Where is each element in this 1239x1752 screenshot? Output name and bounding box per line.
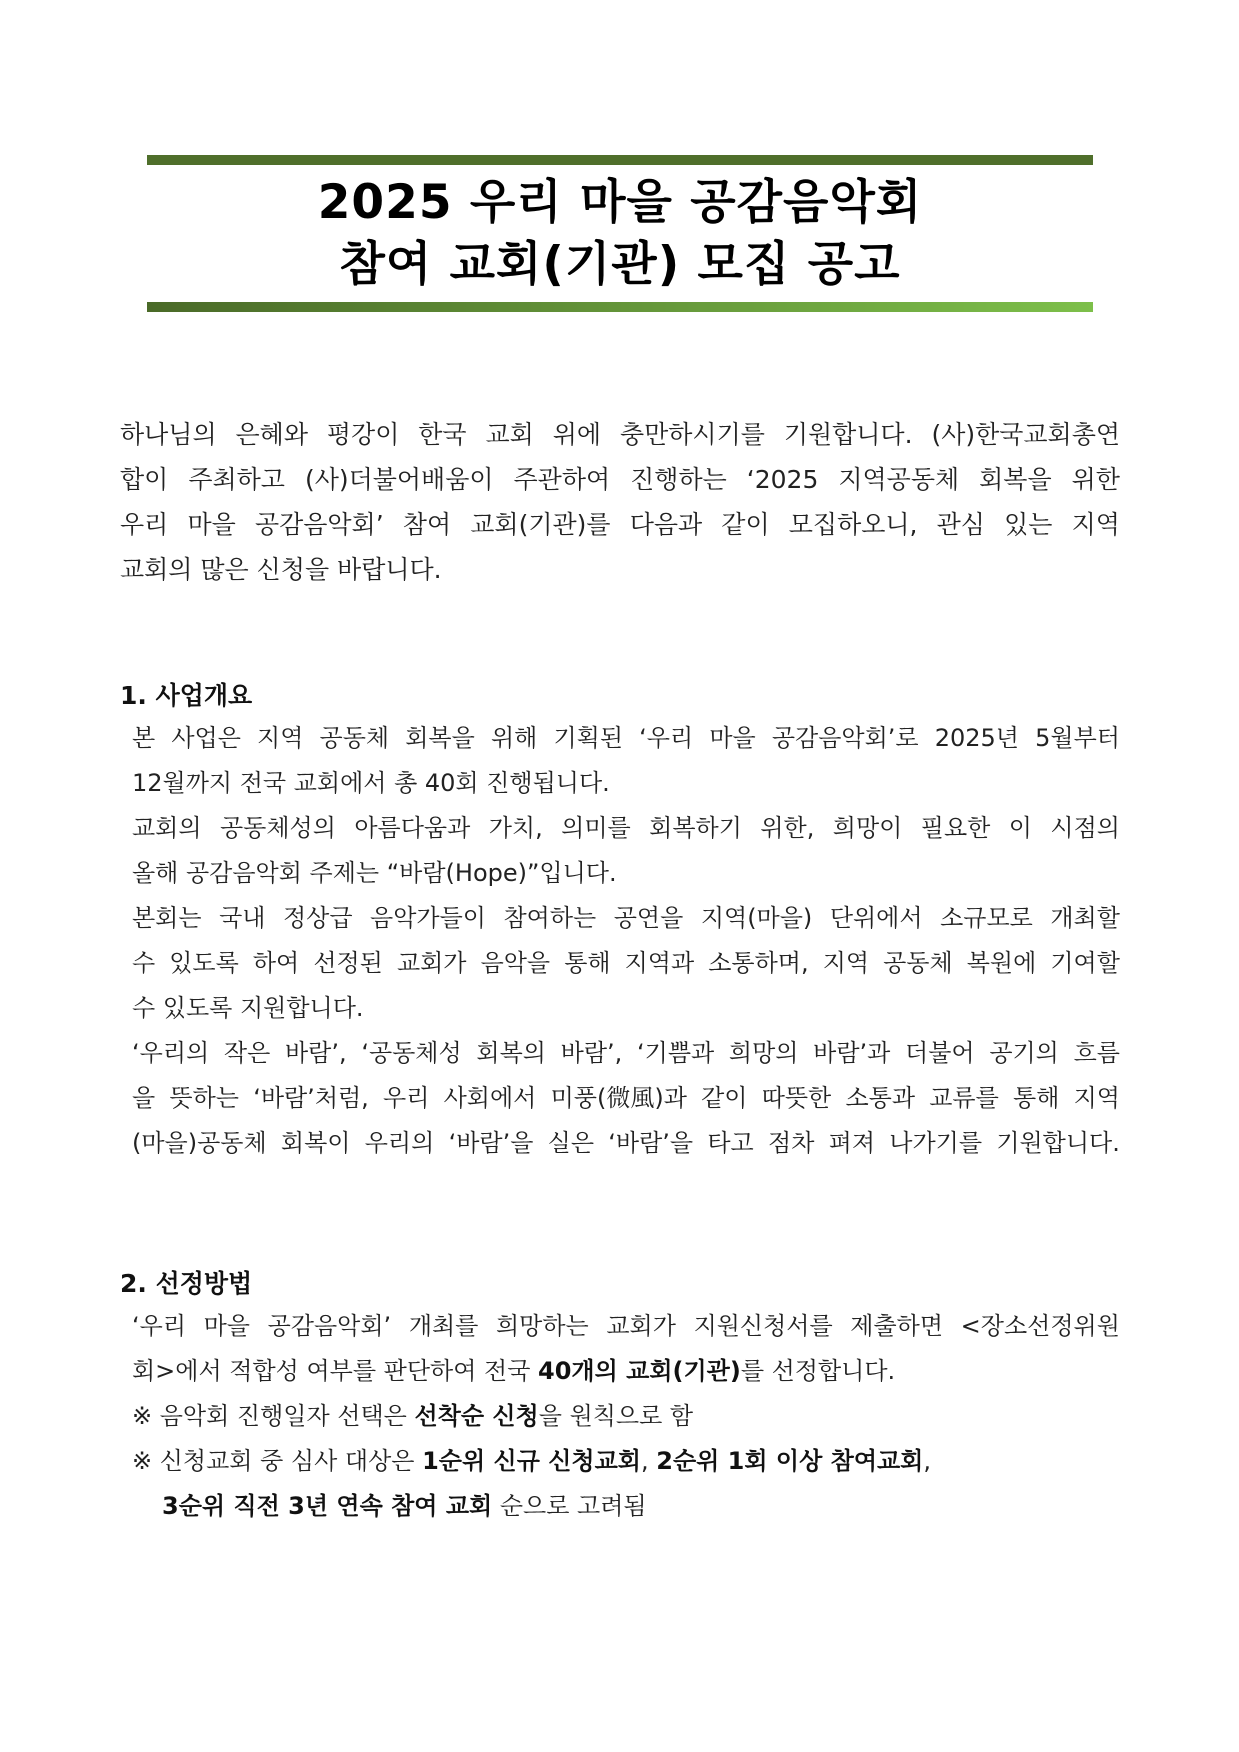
word: 마을 [709, 724, 756, 752]
section1-body [132, 716, 1120, 1166]
note-text: , [640, 1447, 657, 1475]
note-text: , [923, 1447, 932, 1475]
section1-line [132, 1121, 1120, 1166]
word: 하여 [252, 949, 300, 977]
word: 우리의 [364, 1129, 435, 1157]
word: 회복을 [405, 724, 475, 752]
word: 교회 [485, 420, 534, 449]
intro-line: 교회의 많은 신청을 바랍니다. [120, 555, 442, 584]
word: 희망이 [832, 814, 903, 842]
word: 공감음악회’ [254, 510, 384, 539]
word: ‘우리 [132, 1312, 186, 1340]
word: 제출하면 [850, 1312, 944, 1340]
word: 우리 [383, 1084, 430, 1112]
word: 작은 [223, 1039, 271, 1067]
section2-text: 회>에서 적합성 여부를 판단하여 전국 [132, 1357, 539, 1385]
word: 수 [132, 949, 156, 977]
word: 한국 [418, 420, 467, 449]
word: 소통과 [845, 1084, 916, 1112]
note-text: ※ 음악회 진행일자 선택은 [132, 1402, 415, 1430]
word: 통해 [564, 949, 611, 977]
note-emphasis: 선착순 신청 [414, 1402, 539, 1430]
word: 교회가 [396, 949, 467, 977]
word: 기원합니다. [996, 1129, 1120, 1157]
word: 교회의 [132, 814, 202, 842]
word: 공동체성의 [220, 814, 336, 842]
word: 마을 [203, 1312, 250, 1340]
word: 공감음악회’로 [771, 724, 919, 752]
word: 관심 [936, 510, 985, 539]
word: 회복의 [476, 1039, 546, 1067]
word: 참여 [402, 510, 452, 539]
section1-line: 수 있도록 지원합니다. [132, 994, 364, 1022]
word: 우리 [120, 510, 169, 539]
word: 지역(마을) [700, 904, 813, 932]
word: 지역 [1073, 1084, 1120, 1112]
word: 공감음악회’ [267, 1312, 392, 1340]
word: 위해 [490, 724, 538, 752]
word: 진행하는 [630, 465, 727, 494]
word: 희망하는 [496, 1312, 589, 1340]
section1-heading: 1. 사업개요 [120, 681, 253, 710]
intro-paragraph [120, 412, 1120, 592]
word: 평강이 [326, 420, 400, 449]
section1-line: 올해 공감음악회 주제는 “바람(Hope)”입니다. [132, 859, 617, 887]
word: 마을 [187, 510, 236, 539]
word: 참여하는 [503, 904, 597, 932]
title-line-1: 2025 우리 마을 공감음악회 [317, 175, 923, 230]
section1-line [132, 941, 1120, 986]
word: 본회는 [132, 904, 202, 932]
word: 있는 [1004, 510, 1053, 539]
word: 개최할 [1050, 904, 1120, 932]
word: 있도록 [169, 949, 239, 977]
word: 가치, [488, 814, 543, 842]
word: 필요한 [920, 814, 991, 842]
note-emphasis: 2순위 1회 이상 참여교회 [656, 1447, 924, 1475]
word: 음악가들이 [370, 904, 486, 932]
section2-note [132, 1484, 1120, 1529]
word: <장소선정위원 [960, 1312, 1120, 1340]
word: (사)더불어배움이 [304, 465, 494, 494]
word: 지역공동체 [838, 465, 960, 494]
word: ‘바람’을 [608, 1129, 694, 1157]
word: 은혜와 [235, 420, 308, 449]
word: 흐름 [1073, 1039, 1120, 1067]
section2-note [132, 1439, 1120, 1484]
word: 타고 [707, 1129, 754, 1157]
word: (사)한국교회총연 [931, 420, 1120, 449]
word: 을 [132, 1084, 156, 1112]
word: 사회에서 [443, 1084, 537, 1112]
word: 2025년 [934, 724, 1019, 752]
word: 본 [132, 724, 156, 752]
section2-heading: 2. 선정방법 [120, 1269, 253, 1298]
word: 위에 [552, 420, 602, 449]
word: 지역 [822, 949, 870, 977]
word: 펴져 [828, 1129, 876, 1157]
word: 기여할 [1050, 949, 1120, 977]
word: 공연을 [613, 904, 684, 932]
word: 주최하고 [188, 465, 285, 494]
word: 위한 [1071, 465, 1120, 494]
section2-line [132, 1349, 1120, 1394]
word: ‘우리의 [132, 1039, 210, 1067]
word: 위한, [760, 814, 815, 842]
word: 회복이 [280, 1129, 351, 1157]
word: 소통하며, [708, 949, 809, 977]
word: 바람’, [560, 1039, 623, 1067]
word: 음악을 [480, 949, 551, 977]
word: 소규모로 [940, 904, 1033, 932]
word: 통해 [1013, 1084, 1060, 1112]
note-emphasis: 1순위 신규 신청교회 [422, 1447, 641, 1475]
word: 하나님의 [120, 420, 217, 449]
word: 지역 [257, 724, 304, 752]
section1-line [132, 716, 1120, 761]
word: 뜻하는 [169, 1084, 239, 1112]
word: ‘2025 [746, 465, 819, 494]
word: 희망의 [728, 1039, 799, 1067]
section1-line [132, 1076, 1120, 1121]
word: ‘기쁨과 [637, 1039, 715, 1067]
section2-text: 를 선정합니다. [740, 1357, 896, 1385]
word: 이 [1008, 814, 1032, 842]
word: ‘공동체성 [361, 1039, 462, 1067]
word: 사업은 [171, 724, 241, 752]
word: ‘우리 [639, 724, 694, 752]
word: 공동체 [883, 949, 953, 977]
word: 다음과 [629, 510, 703, 539]
word: 회복하기 [649, 814, 742, 842]
word: 공동체 [319, 724, 390, 752]
word: 의미를 [561, 814, 631, 842]
word: 복원에 [966, 949, 1037, 977]
note-emphasis: 3순위 직전 3년 연속 참여 교회 [162, 1492, 493, 1520]
word: 점차 [768, 1129, 815, 1157]
intro-line [120, 412, 1120, 457]
word: 따뜻한 [761, 1084, 832, 1112]
word: 단위에서 [829, 904, 923, 932]
section1-line: 12월까지 전국 교회에서 총 40회 진행됩니다. [132, 769, 610, 797]
title-bottom-rule [147, 302, 1093, 312]
word: ‘바람’을 [448, 1129, 534, 1157]
word: 주관하여 [513, 465, 611, 494]
word: (마을)공동체 [132, 1129, 267, 1157]
word: 같이 [701, 1084, 748, 1112]
word: 선정된 [313, 949, 383, 977]
section1-line [132, 896, 1120, 941]
word: 바람’과 [813, 1039, 891, 1067]
section1-line [132, 806, 1120, 851]
section2-line [132, 1304, 1120, 1349]
word: 미풍(微風)과 [550, 1084, 687, 1112]
word: 시점의 [1050, 814, 1120, 842]
word: 회복을 [979, 465, 1052, 494]
word: 충만하시기를 [619, 420, 765, 449]
word: 교회(기관)를 [470, 510, 611, 539]
word: 지원신청서를 [693, 1312, 833, 1340]
word: 더불어 [905, 1039, 975, 1067]
word: ‘바람’처럼, [253, 1084, 369, 1112]
note-text: 을 원칙으로 함 [538, 1402, 694, 1430]
note-text: 순으로 고려됨 [492, 1492, 647, 1520]
note-text: ※ 신청교회 중 심사 대상은 [132, 1447, 423, 1475]
word: 나가기를 [889, 1129, 983, 1157]
title-top-rule [147, 155, 1093, 165]
word: 합이 [120, 465, 169, 494]
word: 5월부터 [1035, 724, 1120, 752]
section2-body [132, 1304, 1120, 1529]
word: 같이 [721, 510, 770, 539]
word: 아름다움과 [354, 814, 471, 842]
word: 모집하오니, [788, 510, 918, 539]
word: 지역과 [624, 949, 695, 977]
word: 교회가 [606, 1312, 676, 1340]
section2-note [132, 1394, 1120, 1439]
word: 지역 [1071, 510, 1120, 539]
word: 기획된 [553, 724, 624, 752]
word: 교류를 [929, 1084, 999, 1112]
section2-emphasis: 40개의 교회(기관) [538, 1357, 741, 1385]
word: 개최를 [408, 1312, 479, 1340]
page-title [147, 172, 1093, 296]
word: 기원합니다. [783, 420, 913, 449]
section1-line [132, 1031, 1120, 1076]
title-line-2: 참여 교회(기관) 모집 공고 [339, 237, 901, 292]
word: 국내 [219, 904, 266, 932]
intro-line [120, 457, 1120, 502]
intro-line [120, 502, 1120, 547]
word: 정상급 [282, 904, 353, 932]
word: 바람’, [284, 1039, 347, 1067]
word: 공기의 [989, 1039, 1059, 1067]
word: 실은 [547, 1129, 595, 1157]
